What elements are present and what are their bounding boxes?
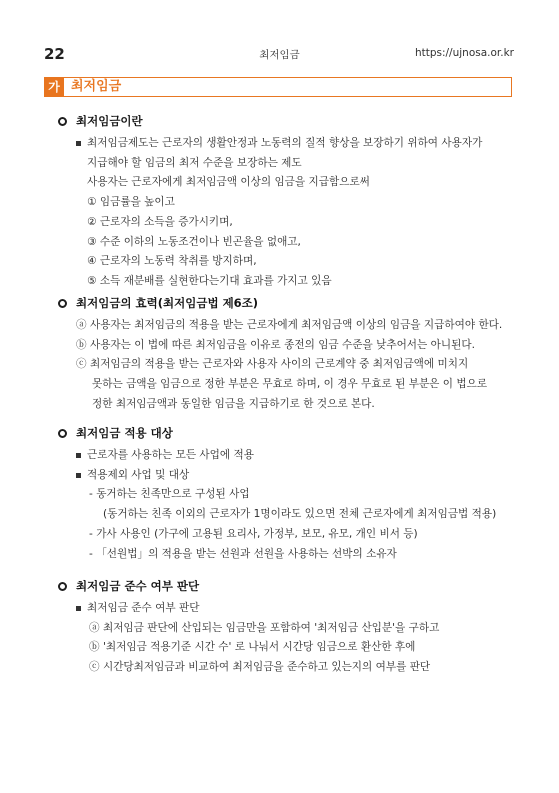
circle-bullet-icon <box>58 429 67 438</box>
list-item-continuation: 정한 최저임금액과 동일한 임금을 지급하기로 한 것으로 본다. <box>92 397 375 410</box>
circle-bullet-icon <box>58 582 67 591</box>
subsection-heading: 최저임금 준수 여부 판단 <box>58 578 439 594</box>
list-item: ① 임금률을 높이고 <box>87 196 175 209</box>
list-subitem: ⓐ 최저임금 판단에 산입되는 임금만을 포함하여 '최저임금 산입분'을 구하고 <box>89 621 440 634</box>
list-subitem: - 가사 사용인 (가구에 고용된 요리사, 가정부, 보모, 유모, 개인 비서 등) <box>89 527 418 540</box>
list-item: ③ 수준 이하의 노동조건이나 빈곤율을 없애고, <box>87 235 301 248</box>
subsection-effect <box>58 295 502 415</box>
subsection-coverage <box>58 425 496 564</box>
subsection-heading: 최저임금이란 <box>58 113 482 129</box>
section-tag: 가 <box>44 77 64 97</box>
list-subitem: ⓑ '최저임금 적용기준 시간 수' 로 나눠서 시간당 임금으로 환산한 후에 <box>89 641 416 654</box>
paragraph-line: 지급해야 할 임금의 최저 수준을 보장하는 제도 <box>87 156 302 169</box>
list-item: 적용제외 사업 및 대상 <box>58 466 496 486</box>
list-subitem-note: (동거하는 친족 이외의 근로자가 1명이라도 있으면 전체 근로자에게 최저임금법 적용) <box>103 508 497 521</box>
square-bullet-icon <box>76 606 81 611</box>
list-item: ⓐ 사용자는 최저임금의 적용을 받는 근로자에게 최저임금액 이상의 임금을 지급하여야 한다. <box>76 319 503 331</box>
list-subitem: - 동거하는 친족만으로 구성된 사업 <box>89 488 250 501</box>
header-url: https://ujnosa.or.kr <box>414 47 514 59</box>
subsection-heading: 최저임금 적용 대상 <box>58 425 496 441</box>
circle-bullet-icon <box>58 299 67 308</box>
list-item: ⑤ 소득 재분배를 실현한다는기대 효과를 가지고 있음 <box>87 274 332 287</box>
list-item: 근로자를 사용하는 모든 사업에 적용 <box>58 446 496 466</box>
list-item: ⓒ 최저임금의 적용을 받는 근로자와 사용자 사이의 근로계약 중 최저임금액에 미치지 <box>76 358 469 371</box>
list-item-continuation: 못하는 금액을 임금으로 정한 부분은 무효로 하며, 이 경우 무효로 된 부분은 이 법으로 <box>92 378 488 391</box>
list-subitem: ⓒ 시간당최저임금과 비교하여 최저임금을 준수하고 있는지의 여부를 판단 <box>89 661 431 674</box>
list-item: ② 근로자의 소득을 증가시키며, <box>87 215 233 228</box>
list-subitem: - 「선원법」의 적용을 받는 선원과 선원을 사용하는 선박의 소유자 <box>89 547 397 560</box>
paragraph-line: 사용자는 근로자에게 최저임금액 이상의 임금을 지급함으로써 <box>87 176 370 189</box>
square-bullet-icon <box>76 473 81 478</box>
list-item: 최저임금 준수 여부 판단 <box>58 599 439 619</box>
subsection-what-is-minimum-wage <box>58 113 482 292</box>
square-bullet-icon <box>76 453 81 458</box>
paragraph-line: 최저임금제도는 근로자의 생활안정과 노동력의 질적 향상을 보장하기 위하여 사용자가 <box>58 134 482 154</box>
list-item: ⓑ 사용자는 이 법에 따른 최저임금을 이유로 종전의 임금 수준을 낮추어서는 아니된다. <box>76 338 475 351</box>
circle-bullet-icon <box>58 117 67 126</box>
list-item: ④ 근로자의 노동력 착취를 방지하며, <box>87 255 257 268</box>
section-title: 최저임금 <box>71 79 122 94</box>
subsection-compliance <box>58 578 439 678</box>
running-title: 최저임금 <box>259 49 300 61</box>
page-number: 22 <box>44 45 65 63</box>
square-bullet-icon <box>76 141 81 146</box>
subsection-heading: 최저임금의 효력(최저임금법 제6조) <box>58 295 502 311</box>
section-title-bar <box>44 77 512 97</box>
